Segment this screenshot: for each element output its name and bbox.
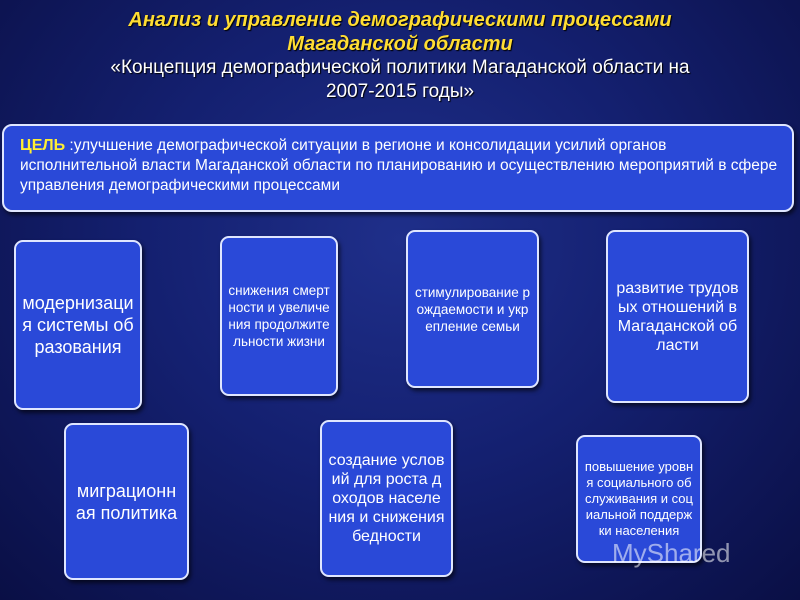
goal-text: :улучшение демографической ситуации в регионе и консолидации усилий органов исполнительной власти Магаданской области по планированию и осуществлению мероприятий в сфере управления демографическими процессами — [20, 137, 778, 194]
slide-subtitle-line-1: «Концепция демографической политики Магаданской области на — [110, 57, 690, 78]
slide-title-line-2: Магаданской области — [287, 33, 513, 55]
box-labor-text: развитие трудовых отношений в Магаданской области — [616, 279, 739, 354]
box-social-text: повышение уровня социального обслуживания и социальной поддержки населения — [584, 459, 694, 538]
box-birth-text: стимулирование рождаемости и укрепление семьи — [414, 284, 531, 334]
box-migration-policy — [64, 423, 189, 580]
slide-header — [0, 8, 800, 104]
slide-title-line-1: Анализ и управление демографическими процессами — [128, 9, 672, 31]
box-migration-text: миграционная политика — [75, 480, 178, 523]
box-education-text: модернизация системы образования — [22, 293, 134, 357]
box-income-growth — [320, 420, 453, 577]
box-mortality-reduction — [220, 236, 338, 396]
box-education-modernization — [14, 240, 142, 410]
watermark-logo: MyShared — [612, 538, 731, 568]
goal-label: ЦЕЛЬ — [20, 137, 66, 154]
box-labor-relations — [606, 230, 749, 403]
box-mortality-text: снижения смертности и увеличения продолжительности жизни — [228, 283, 330, 349]
box-birth-stimulation — [406, 230, 539, 388]
slide-subtitle-line-2: 2007-2015 годы» — [325, 81, 475, 102]
box-income-text: создание условий для роста доходов населения и снижения бедности — [328, 452, 445, 545]
goal-box — [2, 124, 794, 212]
